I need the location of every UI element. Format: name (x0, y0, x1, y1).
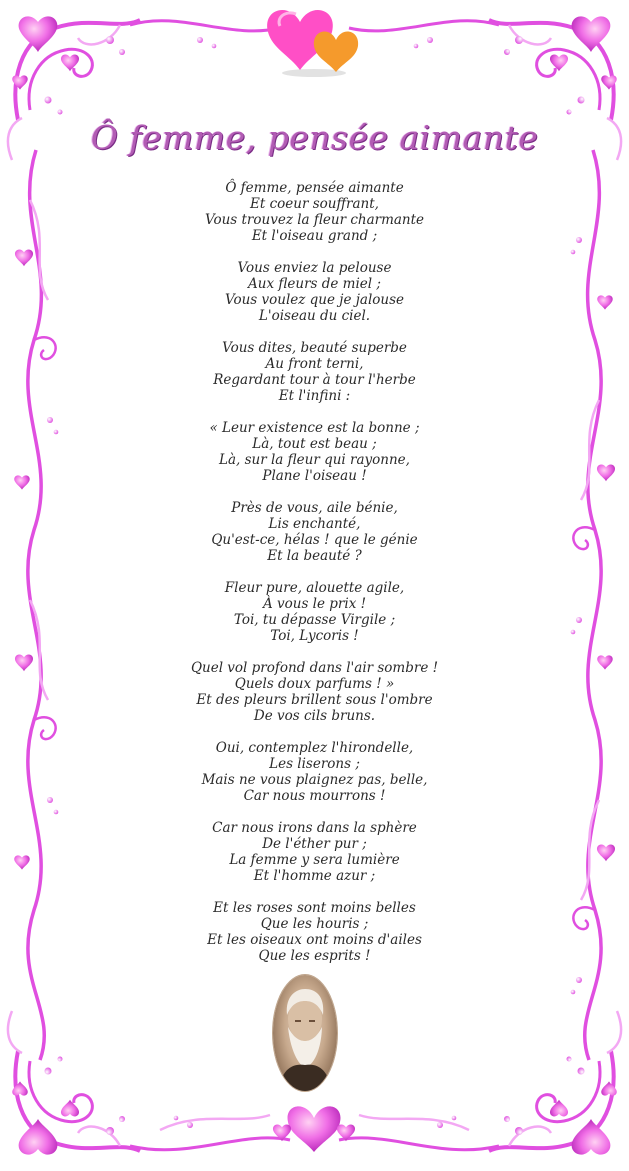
poem-line: Qu'est-ce, hélas ! que le génie (211, 532, 418, 548)
poem-body (0, 180, 629, 980)
poem-line: Les liserons ; (269, 756, 360, 772)
poem-line: Regardant tour à tour l'herbe (213, 372, 416, 388)
poem-line: Et les roses sont moins belles (213, 900, 416, 916)
stanza (0, 180, 629, 244)
poem-line: Vous enviez la pelouse (237, 260, 392, 276)
poem-title: Ô femme, pensée aimante (90, 118, 539, 157)
poem-line: Quel vol profond dans l'air sombre ! (190, 660, 439, 676)
poem-line: Et coeur souffrant, (250, 196, 379, 212)
poem-line: La femme y sera lumière (229, 852, 400, 868)
stanza (0, 740, 629, 804)
poem-line: Là, tout est beau ; (252, 436, 377, 452)
oval-portrait-icon (273, 975, 337, 1091)
poem-line: Toi, tu dépasse Virgile ; (233, 612, 396, 628)
stanza (0, 660, 629, 724)
poem-line: Plane l'oiseau ! (262, 468, 367, 484)
poem-line: Que les houris ; (260, 916, 369, 932)
poem-line: Lis enchanté, (268, 516, 361, 532)
stanza (0, 820, 629, 884)
poem-line: Toi, Lycoris ! (270, 628, 359, 644)
poem-line: Et des pleurs brillent sous l'ombre (196, 692, 433, 708)
stanza (0, 580, 629, 644)
poem-line: Oui, contemplez l'hirondelle, (215, 740, 414, 756)
stanza (0, 500, 629, 564)
poem-line: À vous le prix ! (262, 596, 367, 612)
portrait-figure (273, 975, 337, 1091)
poem-line: Au front terni, (265, 356, 364, 372)
poem-line: Fleur pure, alouette agile, (224, 580, 405, 596)
poem-line: Vous trouvez la fleur charmante (204, 212, 425, 228)
poem-line: Et l'oiseau grand ; (251, 228, 378, 244)
two-hearts-icon (267, 10, 358, 77)
poem-line: Et les oiseaux ont moins d'ailes (207, 932, 422, 948)
stanza (0, 340, 629, 404)
poem-line: Car nous mourrons ! (243, 788, 386, 804)
poem-line: Car nous irons dans la sphère (212, 820, 417, 836)
stanza (0, 900, 629, 964)
poem-line: Vous voulez que je jalouse (224, 292, 405, 308)
poem-line: Mais ne vous plaignez pas, belle, (201, 772, 428, 788)
poem-line: Et l'infini : (278, 388, 351, 404)
poem-line: « Leur existence est la bonne ; (209, 420, 420, 436)
poem-line: De vos cils bruns. (253, 708, 376, 724)
poem-line: Là, sur la fleur qui rayonne, (219, 452, 410, 468)
poem-line: Aux fleurs de miel ; (248, 276, 381, 292)
poem-line: De l'éther pur ; (262, 836, 367, 852)
poem-line: Vous dites, beauté superbe (222, 340, 407, 356)
stanza (0, 420, 629, 484)
heart-cluster-icon (273, 1106, 355, 1152)
poem-line: L'oiseau du ciel. (258, 308, 371, 324)
poem-line: Près de vous, aile bénie, (231, 500, 398, 516)
poem-line: Que les esprits ! (258, 948, 371, 964)
poem-line: Ô femme, pensée aimante (225, 180, 404, 196)
stanza (0, 260, 629, 324)
poem-line: Et l'homme azur ; (253, 868, 376, 884)
poem-line: Quels doux parfums ! » (234, 676, 395, 692)
poem-line: Et la beauté ? (267, 548, 362, 564)
